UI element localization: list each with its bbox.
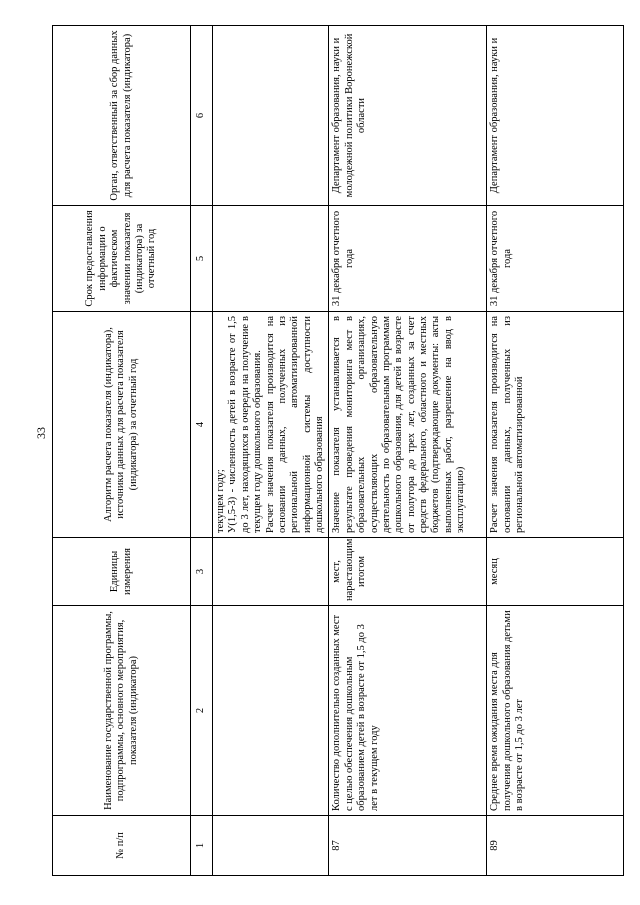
- row-num: 87: [329, 816, 487, 876]
- row-name: Среднее время ожидания места для получения дошкольного образования детьми в возрасте от 1,5 до 3 лет: [487, 606, 624, 816]
- row-num: [213, 816, 329, 876]
- header-name: Наименование государственной программы, подпрограммы, основного мероприятия, показателя (индикатора): [53, 606, 191, 816]
- column-number-row: [191, 26, 213, 876]
- row-deadline: [213, 206, 329, 312]
- col-number: 4: [191, 312, 213, 538]
- row-deadline: 31 декабря отчетного года: [329, 206, 487, 312]
- col-number: 5: [191, 206, 213, 312]
- header-num: № п/п: [53, 816, 191, 876]
- row-unit: [213, 538, 329, 606]
- col-number: 1: [191, 816, 213, 876]
- row-algorithm: текущем году; У(1,5-3) - численность детей в возрасте от 1,5 до 3 лет, находящихся в очереди на получение в текущем году дошкольного образования. Расчет значения показателя производится на основании данных, полученных из региональной автоматизированной информационной системы доступности дошкольного образования: [213, 312, 329, 538]
- rotated-table-container: [52, 26, 624, 876]
- col-number: 6: [191, 26, 213, 206]
- row-algorithm: Расчет значения показателя производится на основании данных, полученных из региональной автоматизированной: [487, 312, 624, 538]
- col-number: 2: [191, 606, 213, 816]
- header-unit: Единицы измерения: [53, 538, 191, 606]
- header-deadline: Срок предоставления информации о фактическом значении показателя (индикатора) за отчетный год: [53, 206, 191, 312]
- row-unit: мест, нарастающим итогом: [329, 538, 487, 606]
- page-number: 33: [34, 427, 48, 439]
- table-row: [487, 26, 624, 876]
- col-number: 3: [191, 538, 213, 606]
- row-org: Департамент образования, науки и молодежной политики Воронежской области: [329, 26, 487, 206]
- row-algorithm: Значение показателя устанавливается в результате проведения мониторинга мест в образовательных организациях, осуществляющих образовательную деятельность по образовательным программам дошкольного образования, для детей в возрасте от полутора до трех лет, созданных за счет средств федерального, областного и местных бюджетов (подтверждающие документы: акты выполненных работ, разрешение на ввод в эксплуатацию): [329, 312, 487, 538]
- table-row: [329, 26, 487, 876]
- row-num: 89: [487, 816, 624, 876]
- indicator-table: [52, 25, 624, 876]
- row-unit: месяц: [487, 538, 624, 606]
- row-org: Департамент образования, науки и: [487, 26, 624, 206]
- row-deadline: 31 декабря отчетного года: [487, 206, 624, 312]
- header-algorithm: Алгоритм расчета показателя (индикатора), источники данных для расчета показателя (индикатора) за отчетный год: [53, 312, 191, 538]
- header-row: [53, 26, 191, 876]
- table-row: [213, 26, 329, 876]
- row-name: Количество дополнительно созданных мест с целью обеспечения дошкольным образованием детей в возрасте от 1,5 до 3 лет в текущем году: [329, 606, 487, 816]
- header-org: Орган, ответственный за сбор данных для расчета показателя (индикатора): [53, 26, 191, 206]
- row-name: [213, 606, 329, 816]
- row-org: [213, 26, 329, 206]
